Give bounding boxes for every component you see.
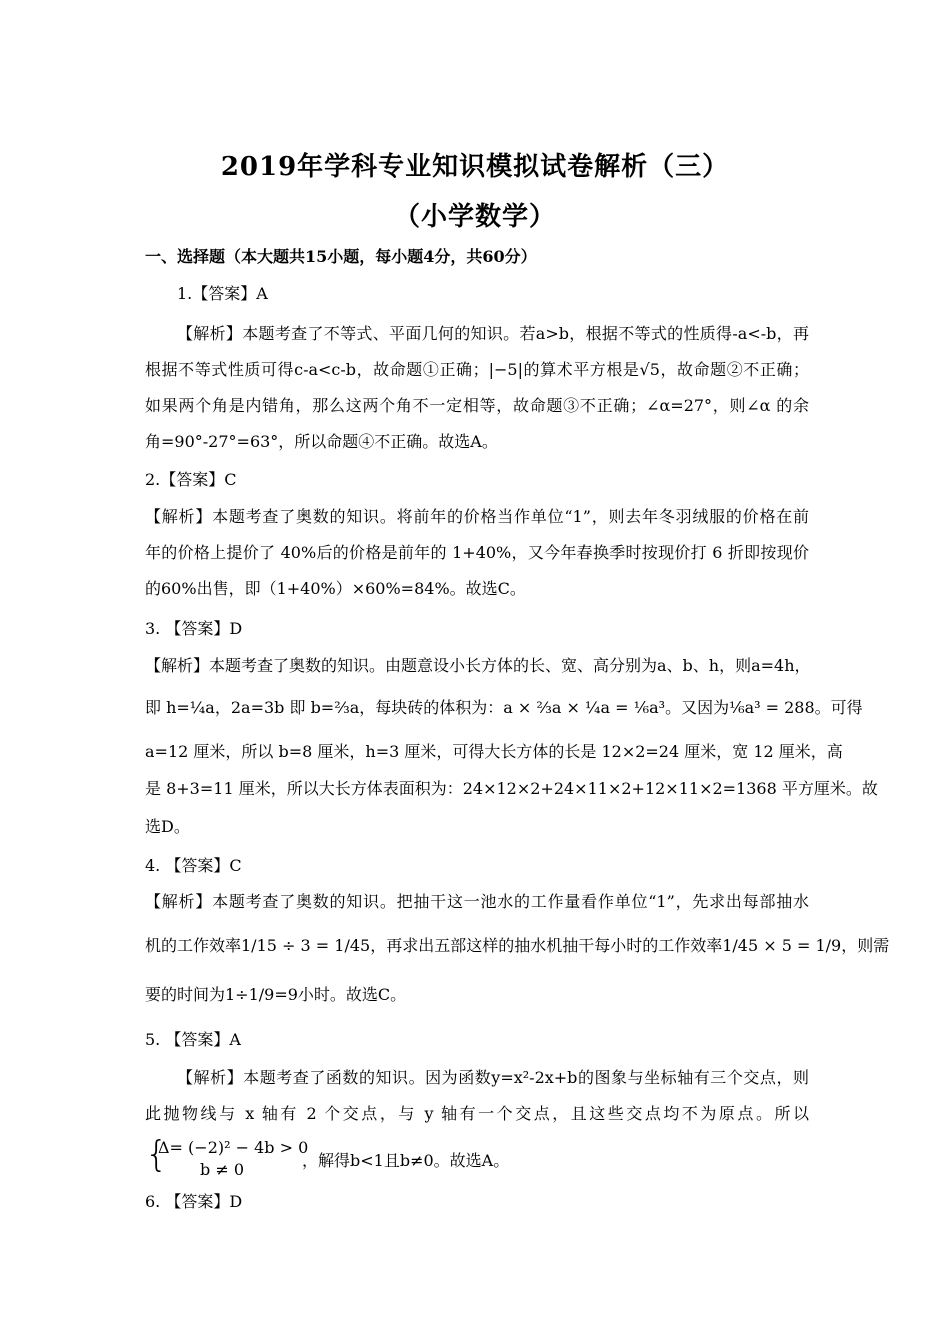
q4-line-3: 要的时间为1÷1/9=9小时。故选C。 [145,985,407,1004]
page-subtitle: （小学数学） [393,202,556,232]
q6-answer: 6. 【答案】D [145,1192,243,1211]
q1-line-4: 角=90°-27°=63°，所以命题④不正确。故选A。 [145,432,498,451]
q5-line-3: ，解得b<1且b≠0。故选A。 [302,1151,510,1170]
q4-line-2: 机的工作效率1/15 ÷ 3 = 1/45，再求出五部这样的抽水机抽干每小时的工作效率1/45 × 5 = 1/9，则需 [145,936,890,955]
q5-line-1: 【解析】本题考查了函数的知识。因为函数y=x²-2x+b的图象与坐标轴有三个交点，则 [177,1068,809,1087]
q1-line-1: 【解析】本题考查了不等式、平面几何的知识。若a>b，根据不等式的性质得-a<-b，再 [177,324,809,343]
q3-answer: 3. 【答案】D [145,619,243,638]
q3-line-5: 选D。 [145,817,190,836]
q2-line-3: 的60%出售，即（1+40%）×60%=84%。故选C。 [145,579,526,598]
q4-line-1: 【解析】本题考查了奥数的知识。把抽干这一池水的工作量看作单位“1”，先求出每部抽水 [145,892,809,911]
q5-answer: 5. 【答案】A [145,1030,241,1049]
q3-line-4: 是 8+3=11 厘米，所以大长方体表面积为：24×12×2+24×11×2+12×11×2=1368 平方厘米。故 [145,779,878,798]
q1-line-2: 根据不等式性质可得c-a<c-b，故命题①正确；|−5|的算术平方根是√5，故命题②不正确； [145,360,809,379]
system-brace: { [145,1134,168,1175]
q2-line-1: 【解析】本题考查了奥数的知识。将前年的价格当作单位“1”，则去年冬羽绒服的价格在前 [145,507,809,526]
q3-line-2: 即 h=¼a，2a=3b 即 b=⅔a，每块砖的体积为：a × ⅔a × ¼a = ⅙a³。又因为⅙a³ = 288。可得 [145,698,863,717]
system-eq-2: b ≠ 0 [200,1160,244,1179]
q5-line-2: 此抛物线与 x 轴有 2 个交点，与 y 轴有一个交点，且这些交点均不为原点。所以 [145,1104,809,1123]
system-eq-1: Δ= (−2)² − 4b > 0 [158,1138,309,1157]
page-title: 2019年学科专业知识模拟试卷解析（三） [220,152,730,182]
q1-line-3: 如果两个角是内错角，那么这两个角不一定相等，故命题③不正确；∠α=27°，则∠α 的余 [145,396,809,415]
q4-answer: 4. 【答案】C [145,856,242,875]
section-heading: 一、选择题（本大题共15小题，每小题4分，共60分） [145,247,537,266]
q3-line-1: 【解析】本题考查了奥数的知识。由题意设小长方体的长、宽、高分别为a、b、h，则a=4h， [145,656,811,675]
q2-line-2: 年的价格上提价了 40%后的价格是前年的 1+40%，又今年春换季时按现价打 6 折即按现价 [145,543,809,562]
q1-answer: 1.【答案】A [177,284,268,303]
q3-line-3: a=12 厘米，所以 b=8 厘米，h=3 厘米，可得大长方体的长是 12×2=24 厘米，宽 12 厘米，高 [145,742,843,761]
q2-answer: 2.【答案】C [145,470,237,489]
